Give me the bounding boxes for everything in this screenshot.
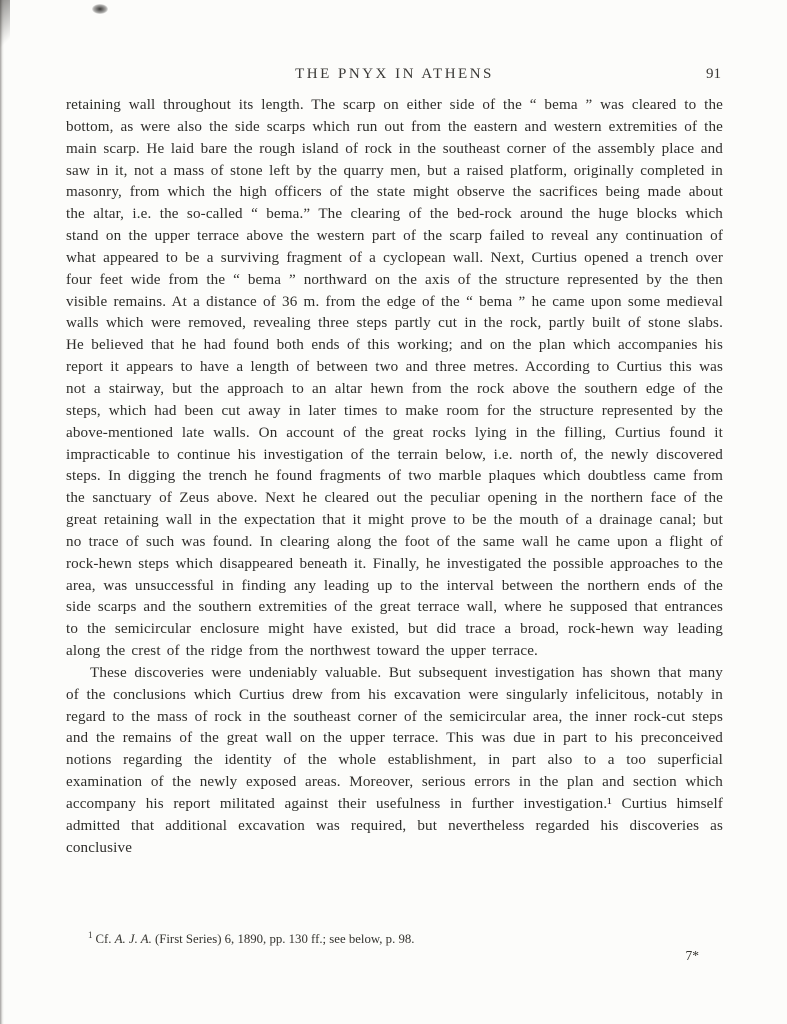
paragraph-1: retaining wall throughout its length. The scarp on either side of the “ bema ” was cleared to the bottom, as were also the side scarps which run out from the eastern and western extremities of the main scarp. He laid bare the rough island of rock in the southeast corner of the assembly place and saw in it, not a mass of stone left by the quarry men, but a raised platform, originally completed in masonry, from which the high officers of the state might observe the sacrifices being made about the altar, i.e. the so-called “ bema.” The clearing of the bed-rock around the huge blocks which stand on the upper terrace above the western part of the scarp failed to reveal any continuation of what appeared to be a surviving fragment of a cyclopean wall. Next, Curtius opened a trench over four feet wide from the “ bema ” northward on the axis of the structure represented by the then visible remains. At a distance of 36 m. from the edge of the “ bema ” he came upon some medieval walls which were removed, revealing three steps partly cut in the rock, partly built of stone slabs. He believed that he had found both ends of this working; and on the plan which accompanies his report it appears to have a length of between two and three metres. According to Curtius this was not a stairway, but the approach to an altar hewn from the rock above the southern edge of the steps, which had been cut away in later times to make room for the structure represented by the above-mentioned late walls. On account of the great rocks lying in the filling, Curtius found it impracticable to continue his investigation of the terrain below, i.e. north of, the newly discovered steps. In digging the trench he found fragments of two marble plaques which doubtless came from the sanctuary of Zeus above. Next he cleared out the peculiar opening in the northern face of the great retaining wall in the expectation that it might prove to be the mouth of a drainage canal; but no trace of such was found. In clearing along the foot of the same wall he came upon a flight of rock-hewn steps which disappeared beneath it. Finally, he investigated the possible approaches to the area, was unsuccessful in finding any leading up to the interval between the northern ends of the side scarps and the southern extremities of the great terrace wall, where he supposed that entrances to the semicircular enclosure might have existed, but did trace a broad, rock-hewn way leading along the crest of the ridge from the northwest toward the upper terrace.	[66, 97, 723, 660]
body-text	[66, 95, 723, 860]
page-title: THE PNYX IN ATHENS	[295, 66, 494, 82]
signature-mark: 7*	[685, 948, 699, 963]
footnote-citation-italic: A. J. A.	[114, 932, 152, 946]
footnote-prefix: Cf.	[95, 932, 115, 946]
footnote-marker: 1	[88, 929, 93, 940]
scan-edge-artifact	[0, 0, 4, 1024]
scan-corner-artifact	[0, 0, 10, 60]
paragraph-2: These discoveries were undeniably valuable. But subsequent investigation has shown that many of the conclusions which Curtius drew from his excavation were singularly infelicitous, notably in regard to the mass of rock in the southeast corner of the semicircular area, the inner rock-cut steps and the remains of the great wall on the upper terrace. This was due in part to his preconceived notions regarding the identity of the whole establishment, in part also to a too superficial examination of the newly exposed areas. Moreover, serious errors in the plan and section which accompany his report militated against their usefulness in further investigation.¹ Curtius himself admitted that additional excavation was required, but nevertheless regarded his discoveries as conclusive	[66, 664, 723, 856]
scan-smudge-artifact	[92, 4, 108, 14]
footnote	[88, 931, 688, 947]
footnote-rest: (First Series) 6, 1890, pp. 130 ff.; see below, p. 98.	[151, 932, 415, 946]
page-number: 91	[706, 66, 721, 82]
running-head	[66, 66, 723, 86]
